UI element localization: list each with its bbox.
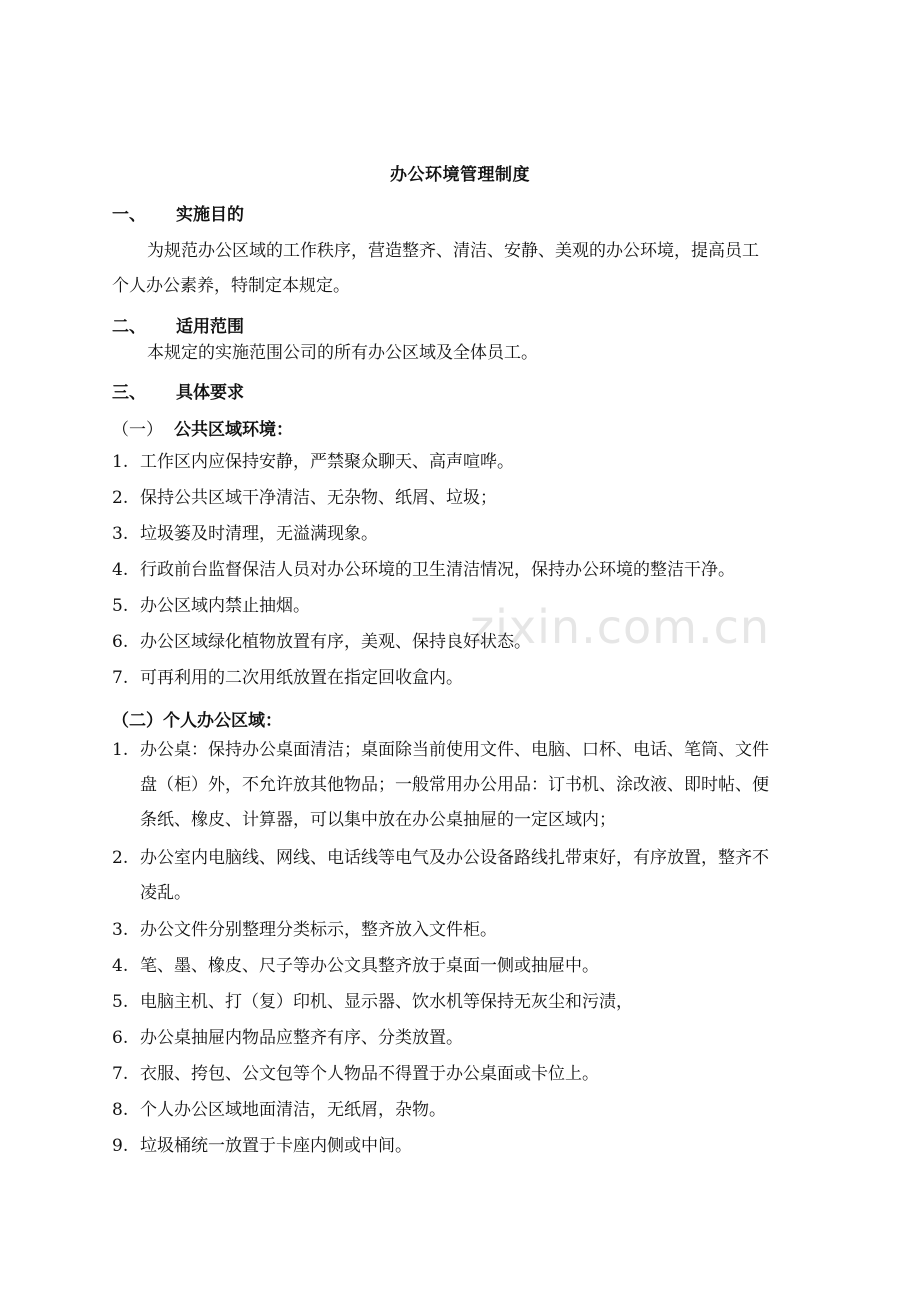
- list-item-number: 2.: [112, 848, 129, 868]
- list-item-number: 7.: [112, 668, 129, 688]
- list-item-number: 4.: [112, 956, 129, 976]
- list-item: [112, 913, 832, 948]
- list-item: [112, 625, 832, 660]
- list-item: [112, 841, 832, 911]
- section-3-number: 三、: [112, 383, 146, 403]
- subsection-2-title: （二）个人办公区域：: [112, 711, 282, 731]
- list-item-text: [140, 1129, 832, 1164]
- list-item: [112, 481, 832, 516]
- list-item-text: [140, 445, 832, 480]
- list-item-number: 6.: [112, 632, 129, 652]
- list-item-line: 衣服、挎包、公文包等个人物品不得置于办公桌面或卡位上。: [140, 1064, 599, 1084]
- list-item-number: 7.: [112, 1064, 129, 1084]
- list-item-line: 行政前台监督保洁人员对办公环境的卫生清洁情况，保持办公环境的整洁干净。: [140, 560, 735, 580]
- list-item-line: 保持公共区域干净清洁、无杂物、纸屑、垃圾；: [140, 488, 497, 508]
- list-item-line: 可再利用的二次用纸放置在指定回收盒内。: [140, 668, 463, 688]
- list-item: [112, 985, 832, 1020]
- list-item-text: [140, 625, 832, 660]
- list-item-text: [140, 1057, 832, 1092]
- section-2-title: 适用范围: [176, 317, 244, 337]
- list-item-line: 办公室内电脑线、网线、电话线等电气及办公设备路线扎带束好，有序放置，整齐不: [140, 848, 769, 868]
- section-1-number: 一、: [112, 205, 146, 225]
- list-item: [112, 1129, 832, 1164]
- list-item-line: 办公文件分别整理分类标示，整齐放入文件柜。: [140, 920, 497, 940]
- subsection-1-title: 公共区域环境：: [174, 420, 293, 440]
- list-item-line: 条纸、橡皮、计算器，可以集中放在办公桌抽屉的一定区域内；: [140, 810, 616, 830]
- list-item-number: 3.: [112, 524, 129, 544]
- list-item-number: 2.: [112, 488, 129, 508]
- list-item-number: 5.: [112, 596, 129, 616]
- list-item-number: 5.: [112, 992, 129, 1012]
- list-item-line: 工作区内应保持安静，严禁聚众聊天、高声喧哗。: [140, 452, 514, 472]
- list-item-text: [140, 517, 832, 552]
- list-item-number: 6.: [112, 1028, 129, 1048]
- subsection-1-heading: [112, 415, 293, 440]
- list-item: [112, 1093, 832, 1128]
- list-item-text: [140, 841, 832, 911]
- list-item-number: 1.: [112, 740, 129, 760]
- list-item-text: [140, 1093, 832, 1128]
- section-1-line-1: 为规范办公区域的工作秩序，营造整齐、清洁、安静、美观的办公环境，提高员工: [147, 241, 759, 261]
- section-2-number: 二、: [112, 317, 146, 337]
- section-3-heading: [112, 378, 244, 403]
- list-item-line: 个人办公区域地面清洁，无纸屑，杂物。: [140, 1100, 446, 1120]
- list-item-text: [140, 733, 832, 838]
- section-1-line-2: 个人办公素养，特制定本规定。: [112, 276, 350, 296]
- list-item: [112, 517, 832, 552]
- list-item-text: [140, 913, 832, 948]
- list-item-line: 垃圾桶统一放置于卡座内侧或中间。: [140, 1136, 412, 1156]
- list-item-number: 8.: [112, 1100, 129, 1120]
- list-item-line: 办公区域内禁止抽烟。: [140, 596, 310, 616]
- list-item: [112, 589, 832, 624]
- list-item: [112, 1057, 832, 1092]
- list-item-line: 办公区域绿化植物放置有序，美观、保持良好状态。: [140, 632, 531, 652]
- list-item-line: 笔、墨、橡皮、尺子等办公文具整齐放于桌面一侧或抽屉中。: [140, 956, 599, 976]
- list-item-text: [140, 589, 832, 624]
- list-item-number: 9.: [112, 1136, 129, 1156]
- page-title: 办公环境管理制度: [390, 165, 530, 185]
- list-item-text: [140, 949, 832, 984]
- list-item-text: [140, 1021, 832, 1056]
- list-item-number: 3.: [112, 920, 129, 940]
- list-item-number: 4.: [112, 560, 129, 580]
- list-item: [112, 949, 832, 984]
- section-2-line: 本规定的实施范围公司的所有办公区域及全体员工。: [147, 343, 538, 363]
- section-3-title: 具体要求: [176, 383, 244, 403]
- list-item: [112, 733, 832, 838]
- list-item-text: [140, 481, 832, 516]
- section-2-heading: [112, 312, 244, 337]
- list-item-line: 盘（柜）外，不允许放其他物品；一般常用办公用品：订书机、涂改液、即时帖、便: [140, 775, 769, 795]
- list-item-text: [140, 661, 832, 696]
- list-item: [112, 553, 832, 588]
- list-item-line: 办公桌抽屉内物品应整齐有序、分类放置。: [140, 1028, 463, 1048]
- watermark: zixin.com.cn: [470, 600, 771, 654]
- list-item: [112, 661, 832, 696]
- list-item-text: [140, 985, 832, 1020]
- section-1-heading: [112, 200, 244, 225]
- list-item-number: 1.: [112, 452, 129, 472]
- list-item-line: 垃圾篓及时清理，无溢满现象。: [140, 524, 378, 544]
- list-item-line: 办公桌：保持办公桌面清洁；桌面除当前使用文件、电脑、口杯、电话、笔筒、文件: [140, 740, 769, 760]
- list-item-line: 凌乱。: [140, 883, 191, 903]
- section-1-title: 实施目的: [176, 205, 244, 225]
- list-item: [112, 445, 832, 480]
- subsection-1-prefix: （一）: [112, 420, 163, 440]
- list-item-text: [140, 553, 832, 588]
- subsection-2-heading: [112, 706, 282, 731]
- list-item: [112, 1021, 832, 1056]
- list-item-line: 电脑主机、打（复）印机、显示器、饮水机等保持无灰尘和污渍，: [140, 992, 633, 1012]
